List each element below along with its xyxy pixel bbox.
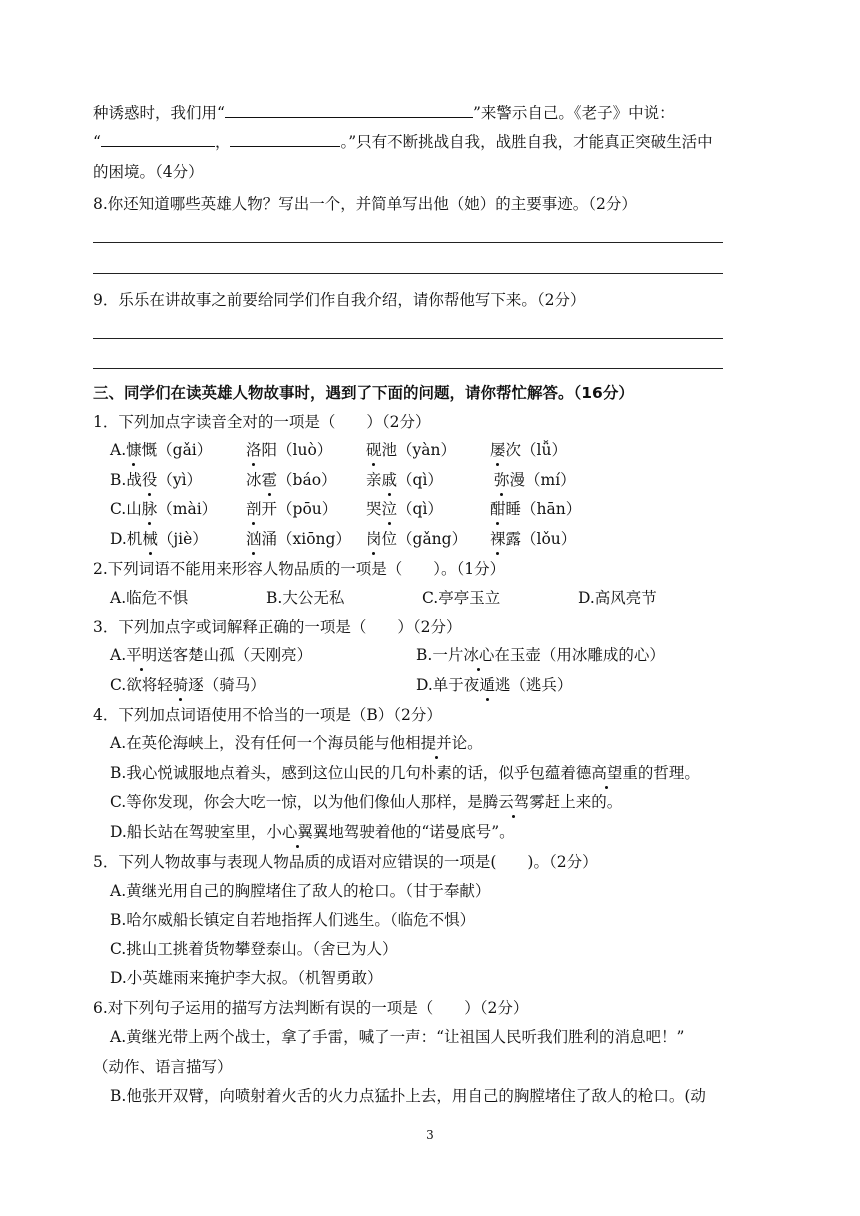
mc1-option-c-3: 哭泣（qì） [366, 497, 443, 521]
mc2-option-d[interactable]: D.高风亮节 [578, 589, 657, 607]
mc1-option-c-2: 剖开（pōu） [246, 497, 337, 521]
mc2-option-c[interactable]: C.亭亭玉立 [422, 589, 501, 607]
mc5-option-a[interactable]: A.黄继光用自己的胸膛堵住了敌人的枪口。（甘于奉献） [110, 882, 491, 900]
mc6-option-b-line1[interactable]: B.他张开双臂，向喷射着火舌的火力点猛扑上去，用自己的胸膛堵住了敌人的枪口。(动 [110, 1087, 706, 1105]
mc4-option-a[interactable]: A.在英伦海峡上，没有任何一个海员能与他相提并论。 [110, 731, 483, 755]
mc1-option-b-2: 冰雹（báo） [246, 468, 337, 492]
q7-line1-text-b: ”来警示自己。《老子》中说： [472, 104, 675, 122]
q8-answer-line-1[interactable] [93, 242, 723, 243]
mc4-stem: 4．下列加点词语使用不恰当的一项是（B）（2分） [93, 706, 442, 724]
q9-answer-line-1[interactable] [93, 338, 723, 339]
mc1-option-a[interactable]: A.慷慨（gǎi） [110, 438, 212, 462]
q7-line2-text-c: 。”只有不断挑战自我，战胜自我，才能真正突破生活中 [340, 133, 713, 151]
mc2-option-a[interactable]: A.临危不惧 [110, 589, 189, 607]
mc1-option-b[interactable]: B.战役（yì） [110, 468, 202, 492]
q7-blank-1[interactable] [225, 101, 473, 118]
mc1-option-a-3: 砚池（yàn） [366, 438, 456, 462]
mc1-option-b-4: 弥漫（mí） [494, 468, 576, 492]
mc5-option-b[interactable]: B.哈尔威船长镇定自若地指挥人们逃生。（临危不惧） [110, 911, 476, 929]
mc2-option-b[interactable]: B.大公无私 [266, 589, 345, 607]
q8-question: 8.你还知道哪些英雄人物？写出一个，并简单写出他（她）的主要事迹。（2分） [93, 195, 637, 213]
q9-answer-line-2[interactable] [93, 368, 723, 369]
mc1-option-c[interactable]: C.山脉（mài） [110, 497, 217, 521]
mc5-option-d[interactable]: D.小英雄雨来掩护李大叔。（机智勇敢） [110, 969, 383, 987]
mc1-option-b-3: 亲戚（qì） [366, 468, 443, 492]
mc5-option-c[interactable]: C.挑山工挑着货物攀登泰山。（舍已为人） [110, 940, 398, 958]
q9-question: 9．乐乐在讲故事之前要给同学们作自我介绍，请你帮他写下来。（2分） [93, 291, 586, 309]
mc4-option-d[interactable]: D.船长站在驾驶室里，小心翼翼地驾驶着他的“诺曼底号”。 [110, 820, 515, 844]
mc1-option-d-3: 岗位（gǎng） [366, 527, 467, 551]
mc5-stem: 5．下列人物故事与表现人物品质的成语对应错误的一项是( )。（2分） [93, 853, 598, 871]
mc1-option-a-4: 屡次（lǚ） [490, 438, 567, 462]
mc2-stem: 2.下列词语不能用来形容人物品质的一项是（ ）。（1分） [93, 560, 506, 578]
q7-line1 [93, 101, 675, 125]
section-3-title: 三、同学们在读英雄人物故事时，遇到了下面的问题，请你帮忙解答。（16分） [93, 384, 634, 402]
q7-line2-text-a: “ [93, 133, 101, 151]
mc4-option-b[interactable]: B.我心悦诚服地点着头，感到这位山民的几句朴素的话，似乎包蕴着德高望重的哲理。 [110, 761, 700, 785]
mc1-stem: 1．下列加点字读音全对的一项是（ ）（2分） [93, 413, 431, 431]
q7-blank-2[interactable] [101, 130, 215, 147]
q7-line3: 的困境。（4分） [93, 163, 204, 181]
page-number: 3 [426, 1128, 434, 1142]
q7-blank-3[interactable] [230, 130, 340, 147]
mc3-stem: 3．下列加点字或词解释正确的一项是（ ）（2分） [93, 618, 462, 636]
q7-line2 [93, 130, 713, 154]
mc6-option-a-line2: （动作、语言描写） [93, 1058, 233, 1076]
q8-answer-line-2[interactable] [93, 273, 723, 274]
q7-line2-text-b: ， [214, 133, 231, 151]
mc3-option-b[interactable]: B.一片冰心在玉壶（用冰雕成的心） [416, 643, 665, 667]
mc1-option-c-4: 酣睡（hān） [490, 497, 581, 521]
mc3-option-d[interactable]: D.单于夜遁逃（逃兵） [416, 673, 572, 697]
mc1-option-d-2: 汹涌（xiōng） [246, 527, 351, 551]
mc3-option-c[interactable]: C.欲将轻骑逐（骑马） [110, 673, 266, 697]
mc6-option-a-line1[interactable]: A.黄继光带上两个战士，拿了手雷，喊了一声：“让祖国人民听我们胜利的消息吧！” [110, 1028, 685, 1046]
mc4-option-c[interactable]: C.等你发现，你会大吃一惊，以为他们像仙人那样，是腾云驾雾赶上来的。 [110, 790, 622, 814]
mc6-stem: 6.对下列句子运用的描写方法判断有误的一项是（ ）（2分） [93, 999, 529, 1017]
mc1-option-d[interactable]: D.机械（jiè） [110, 527, 208, 551]
mc3-option-a[interactable]: A.平明送客楚山孤（天刚亮） [110, 643, 312, 667]
q7-line1-text-a: 种诱惑时，我们用“ [93, 104, 225, 122]
mc1-option-a-2: 洛阳（luò） [246, 438, 332, 462]
mc1-option-d-4: 裸露（lǒu） [490, 527, 576, 551]
